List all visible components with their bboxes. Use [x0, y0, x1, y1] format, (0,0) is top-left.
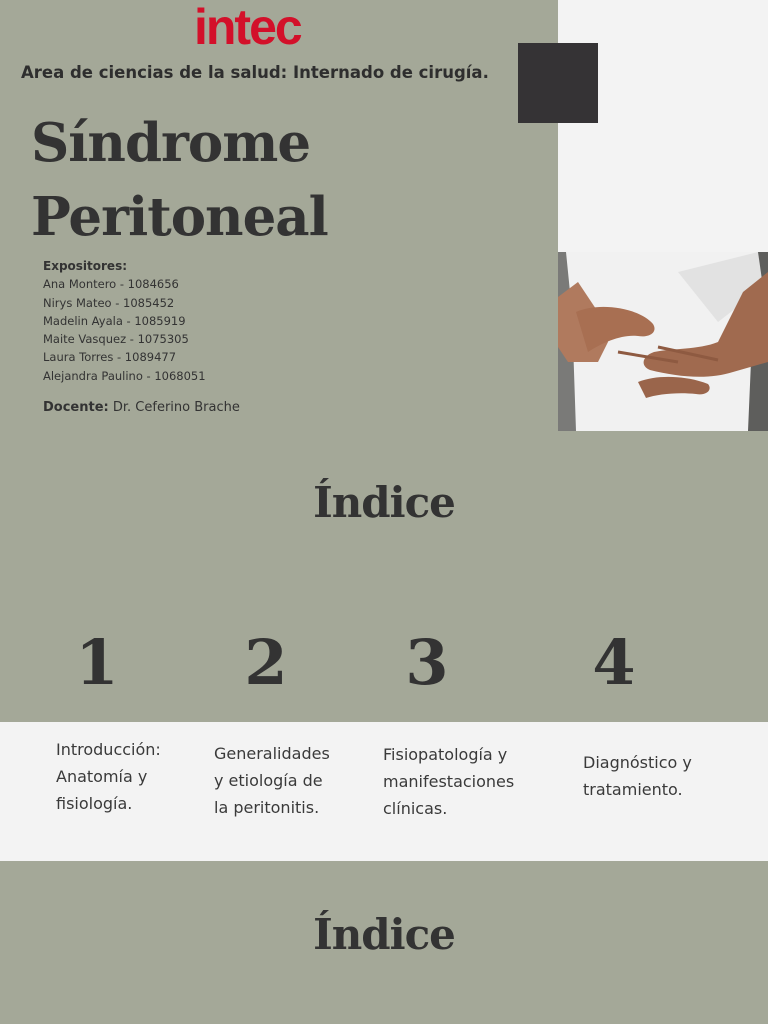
index-item-line: tratamiento. [583, 780, 683, 799]
presenters-label: Expositores: [43, 259, 128, 273]
index-item-line: Diagnóstico y [583, 753, 692, 772]
index-number-1: 1 [75, 626, 119, 699]
index-item-line: Fisiopatología y [383, 745, 508, 764]
title-line-2: Peritoneal [31, 186, 328, 248]
docente-name: Dr. Ceferino Brache [112, 400, 240, 415]
presenters-list [43, 257, 206, 385]
index-item-line: Anatomía y [56, 767, 148, 786]
index-item-line: clínicas. [383, 799, 448, 818]
docente [43, 400, 240, 415]
index-heading-repeat: Índice [313, 910, 455, 959]
title-line-1: Síndrome [31, 112, 311, 174]
abdomen-photo [558, 252, 768, 431]
index-item-1 [56, 736, 161, 817]
index-item-line: la peritonitis. [214, 798, 320, 817]
index-item-line: Introducción: [56, 740, 161, 759]
index-number-2: 2 [244, 626, 288, 699]
presenter-item: Ana Montero - 1084656 [43, 277, 179, 292]
index-number-4: 4 [592, 626, 636, 699]
docente-label: Docente: [43, 400, 109, 415]
index-item-4 [583, 749, 692, 803]
subtitle: Area de ciencias de la salud: Internado de cirugía. [21, 63, 489, 82]
presenter-item: Alejandra Paulino - 1068051 [43, 368, 206, 383]
cover-section [0, 0, 768, 432]
person-holding-abdomen-icon [558, 252, 768, 431]
index-item-line: fisiología. [56, 794, 133, 813]
light-panel [558, 0, 768, 252]
index-number-3: 3 [405, 626, 449, 699]
index-item-line: manifestaciones [383, 772, 515, 791]
index-item-2 [214, 740, 330, 821]
presenter-item: Madelin Ayala - 1085919 [43, 313, 186, 328]
index-heading: Índice [313, 478, 455, 527]
intec-logo: intec [194, 0, 301, 55]
index-item-line: y etiología de [214, 771, 323, 790]
index-item-3 [383, 741, 514, 822]
presenter-item: Maite Vasquez - 1075305 [43, 332, 189, 347]
decorative-square [518, 43, 598, 123]
presenter-item: Nirys Mateo - 1085452 [43, 295, 175, 310]
page-title [31, 106, 328, 254]
presenter-item: Laura Torres - 1089477 [43, 350, 177, 365]
index-item-line: Generalidades [214, 744, 330, 763]
